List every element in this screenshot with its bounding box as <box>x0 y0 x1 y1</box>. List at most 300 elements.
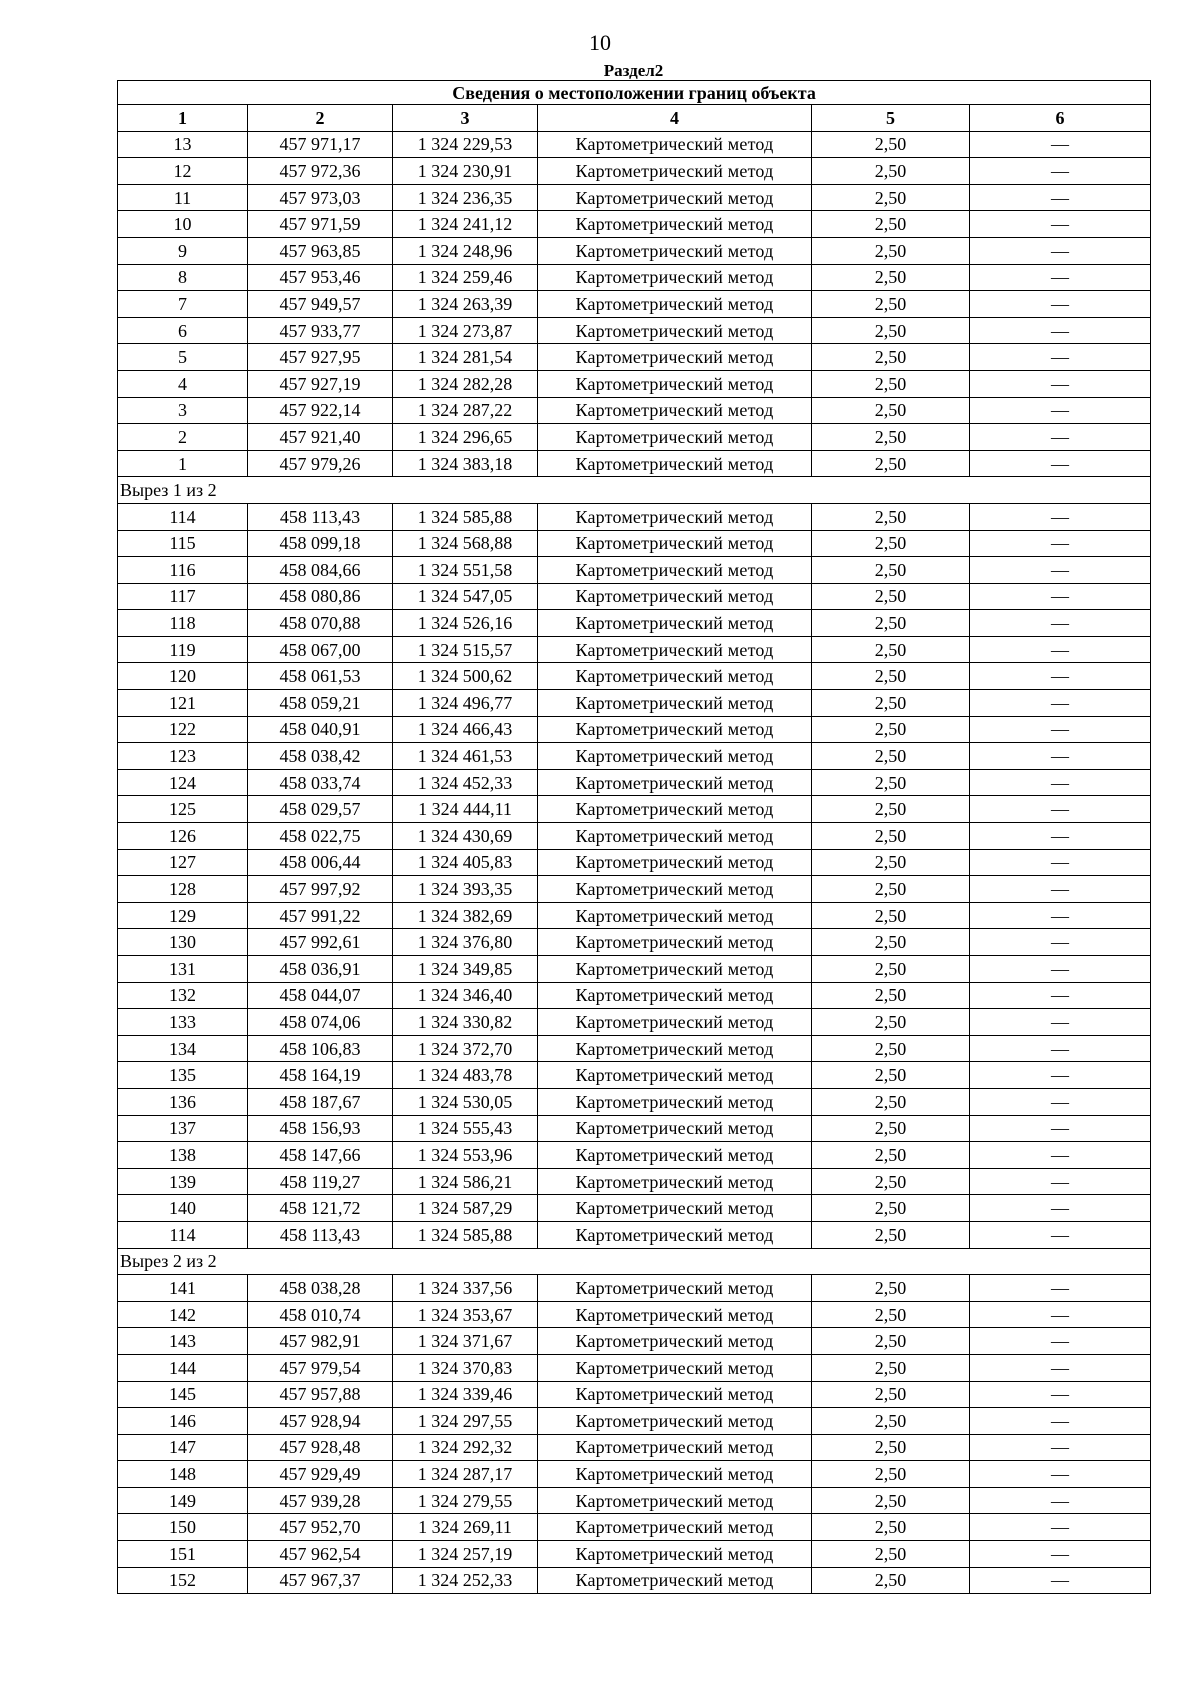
accuracy-cell: 2,50 <box>812 530 970 557</box>
y-coordinate-cell: 1 324 330,82 <box>393 1009 538 1036</box>
description-cell: — <box>970 1221 1151 1248</box>
table-row <box>118 397 1151 424</box>
y-coordinate-cell: 1 324 500,62 <box>393 663 538 690</box>
method-cell: Картометрический метод <box>538 1009 812 1036</box>
x-coordinate-cell: 458 022,75 <box>248 823 393 850</box>
table-row <box>118 1381 1151 1408</box>
description-cell: — <box>970 370 1151 397</box>
point-number-cell: 119 <box>118 636 248 663</box>
point-number-cell: 10 <box>118 211 248 238</box>
y-coordinate-cell: 1 324 297,55 <box>393 1408 538 1435</box>
table-row <box>118 1221 1151 1248</box>
table-row <box>118 1487 1151 1514</box>
accuracy-cell: 2,50 <box>812 424 970 451</box>
y-coordinate-cell: 1 324 530,05 <box>393 1088 538 1115</box>
point-number-cell: 127 <box>118 849 248 876</box>
table-row <box>118 424 1151 451</box>
method-cell: Картометрический метод <box>538 424 812 451</box>
method-cell: Картометрический метод <box>538 1221 812 1248</box>
method-cell: Картометрический метод <box>538 902 812 929</box>
point-number-cell: 122 <box>118 716 248 743</box>
point-number-cell: 5 <box>118 344 248 371</box>
x-coordinate-cell: 458 029,57 <box>248 796 393 823</box>
accuracy-cell: 2,50 <box>812 956 970 983</box>
y-coordinate-cell: 1 324 259,46 <box>393 264 538 291</box>
method-cell: Картометрический метод <box>538 1275 812 1302</box>
x-coordinate-cell: 458 113,43 <box>248 1221 393 1248</box>
x-coordinate-cell: 458 119,27 <box>248 1168 393 1195</box>
point-number-cell: 134 <box>118 1035 248 1062</box>
table-row <box>118 370 1151 397</box>
table-row <box>118 1195 1151 1222</box>
table-row <box>118 902 1151 929</box>
y-coordinate-cell: 1 324 269,11 <box>393 1514 538 1541</box>
method-cell: Картометрический метод <box>538 211 812 238</box>
point-number-cell: 148 <box>118 1461 248 1488</box>
point-number-cell: 121 <box>118 690 248 717</box>
accuracy-cell: 2,50 <box>812 557 970 584</box>
accuracy-cell: 2,50 <box>812 1115 970 1142</box>
table-row <box>118 264 1151 291</box>
point-number-cell: 132 <box>118 982 248 1009</box>
method-cell: Картометрический метод <box>538 131 812 158</box>
accuracy-cell: 2,50 <box>812 503 970 530</box>
x-coordinate-cell: 458 040,91 <box>248 716 393 743</box>
accuracy-cell: 2,50 <box>812 1514 970 1541</box>
point-number-cell: 11 <box>118 184 248 211</box>
description-cell: — <box>970 450 1151 477</box>
accuracy-cell: 2,50 <box>812 1541 970 1568</box>
y-coordinate-cell: 1 324 279,55 <box>393 1487 538 1514</box>
method-cell: Картометрический метод <box>538 397 812 424</box>
description-cell: — <box>970 769 1151 796</box>
point-number-cell: 147 <box>118 1434 248 1461</box>
accuracy-cell: 2,50 <box>812 1328 970 1355</box>
method-cell: Картометрический метод <box>538 849 812 876</box>
accuracy-cell: 2,50 <box>812 158 970 185</box>
table-row <box>118 344 1151 371</box>
description-cell: — <box>970 530 1151 557</box>
y-coordinate-cell: 1 324 586,21 <box>393 1168 538 1195</box>
point-number-cell: 136 <box>118 1088 248 1115</box>
accuracy-cell: 2,50 <box>812 184 970 211</box>
table-row <box>118 716 1151 743</box>
point-number-cell: 135 <box>118 1062 248 1089</box>
method-cell: Картометрический метод <box>538 690 812 717</box>
description-cell: — <box>970 1328 1151 1355</box>
y-coordinate-cell: 1 324 585,88 <box>393 503 538 530</box>
table-row <box>118 184 1151 211</box>
accuracy-cell: 2,50 <box>812 1088 970 1115</box>
method-cell: Картометрический метод <box>538 743 812 770</box>
y-coordinate-cell: 1 324 230,91 <box>393 158 538 185</box>
y-coordinate-cell: 1 324 444,11 <box>393 796 538 823</box>
description-cell: — <box>970 1142 1151 1169</box>
y-coordinate-cell: 1 324 248,96 <box>393 237 538 264</box>
method-cell: Картометрический метод <box>538 1487 812 1514</box>
x-coordinate-cell: 457 949,57 <box>248 291 393 318</box>
accuracy-cell: 2,50 <box>812 796 970 823</box>
x-coordinate-cell: 458 006,44 <box>248 849 393 876</box>
group-label: Вырез 1 из 2 <box>118 477 1151 504</box>
point-number-cell: 142 <box>118 1301 248 1328</box>
column-number-row <box>118 105 1151 132</box>
y-coordinate-cell: 1 324 526,16 <box>393 610 538 637</box>
table-row <box>118 929 1151 956</box>
description-cell: — <box>970 317 1151 344</box>
x-coordinate-cell: 458 080,86 <box>248 583 393 610</box>
description-cell: — <box>970 1062 1151 1089</box>
y-coordinate-cell: 1 324 353,67 <box>393 1301 538 1328</box>
method-cell: Картометрический метод <box>538 663 812 690</box>
y-coordinate-cell: 1 324 287,22 <box>393 397 538 424</box>
description-cell: — <box>970 397 1151 424</box>
accuracy-cell: 2,50 <box>812 823 970 850</box>
y-coordinate-cell: 1 324 292,32 <box>393 1434 538 1461</box>
point-number-cell: 124 <box>118 769 248 796</box>
x-coordinate-cell: 457 967,37 <box>248 1567 393 1594</box>
point-number-cell: 118 <box>118 610 248 637</box>
y-coordinate-cell: 1 324 382,69 <box>393 902 538 929</box>
table-row <box>118 876 1151 903</box>
point-number-cell: 115 <box>118 530 248 557</box>
y-coordinate-cell: 1 324 515,57 <box>393 636 538 663</box>
method-cell: Картометрический метод <box>538 583 812 610</box>
method-cell: Картометрический метод <box>538 796 812 823</box>
description-cell: — <box>970 982 1151 1009</box>
y-coordinate-cell: 1 324 282,28 <box>393 370 538 397</box>
description-cell: — <box>970 1088 1151 1115</box>
x-coordinate-cell: 457 992,61 <box>248 929 393 956</box>
description-cell: — <box>970 663 1151 690</box>
x-coordinate-cell: 458 059,21 <box>248 690 393 717</box>
y-coordinate-cell: 1 324 370,83 <box>393 1354 538 1381</box>
point-number-cell: 130 <box>118 929 248 956</box>
boundary-section <box>117 61 1150 1594</box>
description-cell: — <box>970 1434 1151 1461</box>
x-coordinate-cell: 458 044,07 <box>248 982 393 1009</box>
x-coordinate-cell: 457 939,28 <box>248 1487 393 1514</box>
table-row <box>118 1168 1151 1195</box>
y-coordinate-cell: 1 324 339,46 <box>393 1381 538 1408</box>
x-coordinate-cell: 457 929,49 <box>248 1461 393 1488</box>
accuracy-cell: 2,50 <box>812 237 970 264</box>
accuracy-cell: 2,50 <box>812 583 970 610</box>
method-cell: Картометрический метод <box>538 530 812 557</box>
table-row <box>118 1567 1151 1594</box>
method-cell: Картометрический метод <box>538 929 812 956</box>
table-row <box>118 1514 1151 1541</box>
y-coordinate-cell: 1 324 568,88 <box>393 530 538 557</box>
y-coordinate-cell: 1 324 263,39 <box>393 291 538 318</box>
accuracy-cell: 2,50 <box>812 716 970 743</box>
point-number-cell: 123 <box>118 743 248 770</box>
point-number-cell: 141 <box>118 1275 248 1302</box>
description-cell: — <box>970 902 1151 929</box>
description-cell: — <box>970 1541 1151 1568</box>
y-coordinate-cell: 1 324 452,33 <box>393 769 538 796</box>
y-coordinate-cell: 1 324 287,17 <box>393 1461 538 1488</box>
method-cell: Картометрический метод <box>538 503 812 530</box>
accuracy-cell: 2,50 <box>812 1035 970 1062</box>
method-cell: Картометрический метод <box>538 158 812 185</box>
x-coordinate-cell: 457 963,85 <box>248 237 393 264</box>
method-cell: Картометрический метод <box>538 264 812 291</box>
y-coordinate-cell: 1 324 296,65 <box>393 424 538 451</box>
method-cell: Картометрический метод <box>538 1115 812 1142</box>
description-cell: — <box>970 610 1151 637</box>
point-number-cell: 133 <box>118 1009 248 1036</box>
method-cell: Картометрический метод <box>538 1514 812 1541</box>
y-coordinate-cell: 1 324 252,33 <box>393 1567 538 1594</box>
accuracy-cell: 2,50 <box>812 1461 970 1488</box>
table-row <box>118 211 1151 238</box>
x-coordinate-cell: 458 038,42 <box>248 743 393 770</box>
x-coordinate-cell: 458 070,88 <box>248 610 393 637</box>
point-number-cell: 1 <box>118 450 248 477</box>
x-coordinate-cell: 458 099,18 <box>248 530 393 557</box>
y-coordinate-cell: 1 324 585,88 <box>393 1221 538 1248</box>
accuracy-cell: 2,50 <box>812 1381 970 1408</box>
method-cell: Картометрический метод <box>538 636 812 663</box>
accuracy-cell: 2,50 <box>812 1408 970 1435</box>
accuracy-cell: 2,50 <box>812 610 970 637</box>
description-cell: — <box>970 716 1151 743</box>
description-cell: — <box>970 1009 1151 1036</box>
method-cell: Картометрический метод <box>538 610 812 637</box>
point-number-cell: 2 <box>118 424 248 451</box>
accuracy-cell: 2,50 <box>812 1142 970 1169</box>
point-number-cell: 9 <box>118 237 248 264</box>
description-cell: — <box>970 1035 1151 1062</box>
point-number-cell: 152 <box>118 1567 248 1594</box>
point-number-cell: 12 <box>118 158 248 185</box>
accuracy-cell: 2,50 <box>812 291 970 318</box>
accuracy-cell: 2,50 <box>812 690 970 717</box>
x-coordinate-cell: 457 997,92 <box>248 876 393 903</box>
y-coordinate-cell: 1 324 273,87 <box>393 317 538 344</box>
method-cell: Картометрический метод <box>538 291 812 318</box>
y-coordinate-cell: 1 324 257,19 <box>393 1541 538 1568</box>
table-row <box>118 291 1151 318</box>
description-cell: — <box>970 211 1151 238</box>
description-cell: — <box>970 237 1151 264</box>
point-number-cell: 125 <box>118 796 248 823</box>
point-number-cell: 114 <box>118 503 248 530</box>
description-cell: — <box>970 1275 1151 1302</box>
table-row <box>118 743 1151 770</box>
description-cell: — <box>970 849 1151 876</box>
method-cell: Картометрический метод <box>538 1195 812 1222</box>
table-row <box>118 1354 1151 1381</box>
accuracy-cell: 2,50 <box>812 1567 970 1594</box>
group-label: Вырез 2 из 2 <box>118 1248 1151 1275</box>
y-coordinate-cell: 1 324 241,12 <box>393 211 538 238</box>
x-coordinate-cell: 457 962,54 <box>248 1541 393 1568</box>
y-coordinate-cell: 1 324 346,40 <box>393 982 538 1009</box>
accuracy-cell: 2,50 <box>812 317 970 344</box>
table-row <box>118 1062 1151 1089</box>
accuracy-cell: 2,50 <box>812 1354 970 1381</box>
column-header: 5 <box>812 105 970 132</box>
y-coordinate-cell: 1 324 383,18 <box>393 450 538 477</box>
method-cell: Картометрический метод <box>538 1381 812 1408</box>
y-coordinate-cell: 1 324 496,77 <box>393 690 538 717</box>
y-coordinate-cell: 1 324 547,05 <box>393 583 538 610</box>
x-coordinate-cell: 457 928,94 <box>248 1408 393 1435</box>
y-coordinate-cell: 1 324 461,53 <box>393 743 538 770</box>
point-number-cell: 117 <box>118 583 248 610</box>
point-number-cell: 151 <box>118 1541 248 1568</box>
accuracy-cell: 2,50 <box>812 397 970 424</box>
description-cell: — <box>970 1301 1151 1328</box>
point-number-cell: 4 <box>118 370 248 397</box>
accuracy-cell: 2,50 <box>812 264 970 291</box>
boundary-coordinates-table <box>117 80 1151 1594</box>
accuracy-cell: 2,50 <box>812 849 970 876</box>
description-cell: — <box>970 264 1151 291</box>
method-cell: Картометрический метод <box>538 823 812 850</box>
column-header: 3 <box>393 105 538 132</box>
y-coordinate-cell: 1 324 483,78 <box>393 1062 538 1089</box>
y-coordinate-cell: 1 324 551,58 <box>393 557 538 584</box>
description-cell: — <box>970 636 1151 663</box>
method-cell: Картометрический метод <box>538 317 812 344</box>
method-cell: Картометрический метод <box>538 1088 812 1115</box>
x-coordinate-cell: 458 106,83 <box>248 1035 393 1062</box>
table-row <box>118 1088 1151 1115</box>
column-header: 1 <box>118 105 248 132</box>
x-coordinate-cell: 457 979,54 <box>248 1354 393 1381</box>
y-coordinate-cell: 1 324 393,35 <box>393 876 538 903</box>
table-row <box>118 1328 1151 1355</box>
table-row <box>118 636 1151 663</box>
method-cell: Картометрический метод <box>538 1461 812 1488</box>
method-cell: Картометрический метод <box>538 1168 812 1195</box>
description-cell: — <box>970 876 1151 903</box>
description-cell: — <box>970 690 1151 717</box>
y-coordinate-cell: 1 324 555,43 <box>393 1115 538 1142</box>
accuracy-cell: 2,50 <box>812 1275 970 1302</box>
method-cell: Картометрический метод <box>538 1541 812 1568</box>
x-coordinate-cell: 457 928,48 <box>248 1434 393 1461</box>
group-label-row <box>118 1248 1151 1275</box>
table-row <box>118 1275 1151 1302</box>
point-number-cell: 144 <box>118 1354 248 1381</box>
method-cell: Картометрический метод <box>538 450 812 477</box>
x-coordinate-cell: 457 991,22 <box>248 902 393 929</box>
table-body <box>118 131 1151 1594</box>
table-row <box>118 663 1151 690</box>
description-cell: — <box>970 291 1151 318</box>
description-cell: — <box>970 1567 1151 1594</box>
accuracy-cell: 2,50 <box>812 902 970 929</box>
table-row <box>118 503 1151 530</box>
point-number-cell: 140 <box>118 1195 248 1222</box>
table-row <box>118 1301 1151 1328</box>
table-row <box>118 557 1151 584</box>
x-coordinate-cell: 458 121,72 <box>248 1195 393 1222</box>
point-number-cell: 137 <box>118 1115 248 1142</box>
x-coordinate-cell: 458 036,91 <box>248 956 393 983</box>
accuracy-cell: 2,50 <box>812 1221 970 1248</box>
point-number-cell: 126 <box>118 823 248 850</box>
x-coordinate-cell: 458 033,74 <box>248 769 393 796</box>
accuracy-cell: 2,50 <box>812 450 970 477</box>
point-number-cell: 114 <box>118 1221 248 1248</box>
accuracy-cell: 2,50 <box>812 1434 970 1461</box>
table-row <box>118 317 1151 344</box>
x-coordinate-cell: 457 953,46 <box>248 264 393 291</box>
x-coordinate-cell: 458 084,66 <box>248 557 393 584</box>
x-coordinate-cell: 457 933,77 <box>248 317 393 344</box>
description-cell: — <box>970 184 1151 211</box>
table-row <box>118 530 1151 557</box>
accuracy-cell: 2,50 <box>812 743 970 770</box>
accuracy-cell: 2,50 <box>812 876 970 903</box>
point-number-cell: 150 <box>118 1514 248 1541</box>
table-row <box>118 610 1151 637</box>
y-coordinate-cell: 1 324 229,53 <box>393 131 538 158</box>
x-coordinate-cell: 457 971,17 <box>248 131 393 158</box>
x-coordinate-cell: 457 973,03 <box>248 184 393 211</box>
x-coordinate-cell: 458 147,66 <box>248 1142 393 1169</box>
method-cell: Картометрический метод <box>538 876 812 903</box>
point-number-cell: 139 <box>118 1168 248 1195</box>
y-coordinate-cell: 1 324 349,85 <box>393 956 538 983</box>
page-number: 10 <box>589 30 611 55</box>
table-row <box>118 450 1151 477</box>
accuracy-cell: 2,50 <box>812 929 970 956</box>
description-cell: — <box>970 344 1151 371</box>
description-cell: — <box>970 1487 1151 1514</box>
description-cell: — <box>970 131 1151 158</box>
description-cell: — <box>970 557 1151 584</box>
accuracy-cell: 2,50 <box>812 1301 970 1328</box>
table-row <box>118 1461 1151 1488</box>
description-cell: — <box>970 424 1151 451</box>
y-coordinate-cell: 1 324 337,56 <box>393 1275 538 1302</box>
x-coordinate-cell: 457 972,36 <box>248 158 393 185</box>
accuracy-cell: 2,50 <box>812 1195 970 1222</box>
x-coordinate-cell: 458 061,53 <box>248 663 393 690</box>
y-coordinate-cell: 1 324 587,29 <box>393 1195 538 1222</box>
table-row <box>118 1541 1151 1568</box>
x-coordinate-cell: 457 957,88 <box>248 1381 393 1408</box>
point-number-cell: 116 <box>118 557 248 584</box>
table-row <box>118 583 1151 610</box>
accuracy-cell: 2,50 <box>812 769 970 796</box>
accuracy-cell: 2,50 <box>812 1487 970 1514</box>
method-cell: Картометрический метод <box>538 1301 812 1328</box>
point-number-cell: 149 <box>118 1487 248 1514</box>
table-title: Сведения о местоположении границ объекта <box>118 81 1151 105</box>
group-label-row <box>118 477 1151 504</box>
y-coordinate-cell: 1 324 236,35 <box>393 184 538 211</box>
x-coordinate-cell: 457 952,70 <box>248 1514 393 1541</box>
x-coordinate-cell: 458 113,43 <box>248 503 393 530</box>
description-cell: — <box>970 583 1151 610</box>
point-number-cell: 13 <box>118 131 248 158</box>
method-cell: Картометрический метод <box>538 1062 812 1089</box>
method-cell: Картометрический метод <box>538 769 812 796</box>
x-coordinate-cell: 457 927,19 <box>248 370 393 397</box>
description-cell: — <box>970 1408 1151 1435</box>
x-coordinate-cell: 458 067,00 <box>248 636 393 663</box>
description-cell: — <box>970 1514 1151 1541</box>
section-label: Раздел2 <box>603 61 664 80</box>
x-coordinate-cell: 458 164,19 <box>248 1062 393 1089</box>
